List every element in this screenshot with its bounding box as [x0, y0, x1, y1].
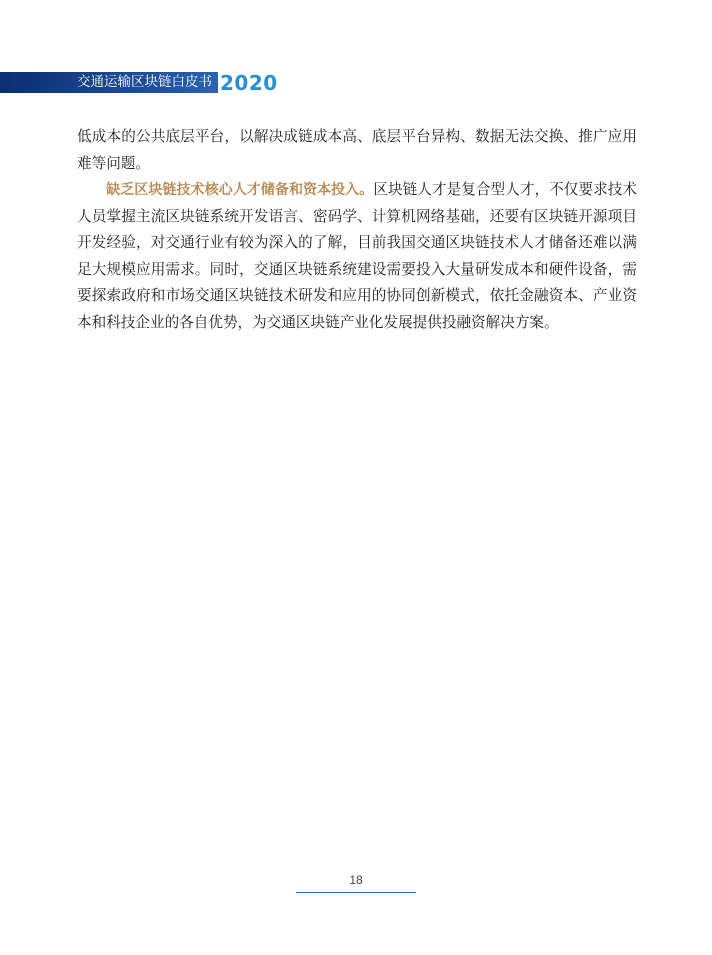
- body-paragraph-1: 低成本的公共底层平台，以解决成链成本高、底层平台异构、数据无法交换、推广应用难等问题。: [77, 128, 637, 172]
- section-heading: 缺乏区块链技术核心人才储备和资本投入。: [106, 182, 374, 198]
- header-banner: [0, 72, 218, 93]
- document-year: 2020: [220, 71, 278, 95]
- document-title: 交通运输区块链白皮书: [77, 74, 212, 90]
- body-paragraph-2-text: 区块链人才是复合型人才，不仅要求技术人员掌握主流区块链系统开发语言、密码学、计算机网络基础，还要有区块链开源项目开发经验，对交通行业有较为深入的了解，目前我国交通区块链技术人才储备还难以满足大规模应用需求。同时，交通区块链系统建设需要投入大量研发成本和硬件设备，需要探索政府和市场交通区块链技术研发和应用的协同创新模式，依托金融资本、产业资本和科技企业的各自优势，为交通区块链产业化发展提供投融资解决方案。: [77, 181, 637, 331]
- page-body: [77, 124, 637, 336]
- footer-rule: [296, 892, 416, 893]
- body-paragraph-2: [77, 177, 637, 336]
- page-number: 18: [349, 873, 363, 887]
